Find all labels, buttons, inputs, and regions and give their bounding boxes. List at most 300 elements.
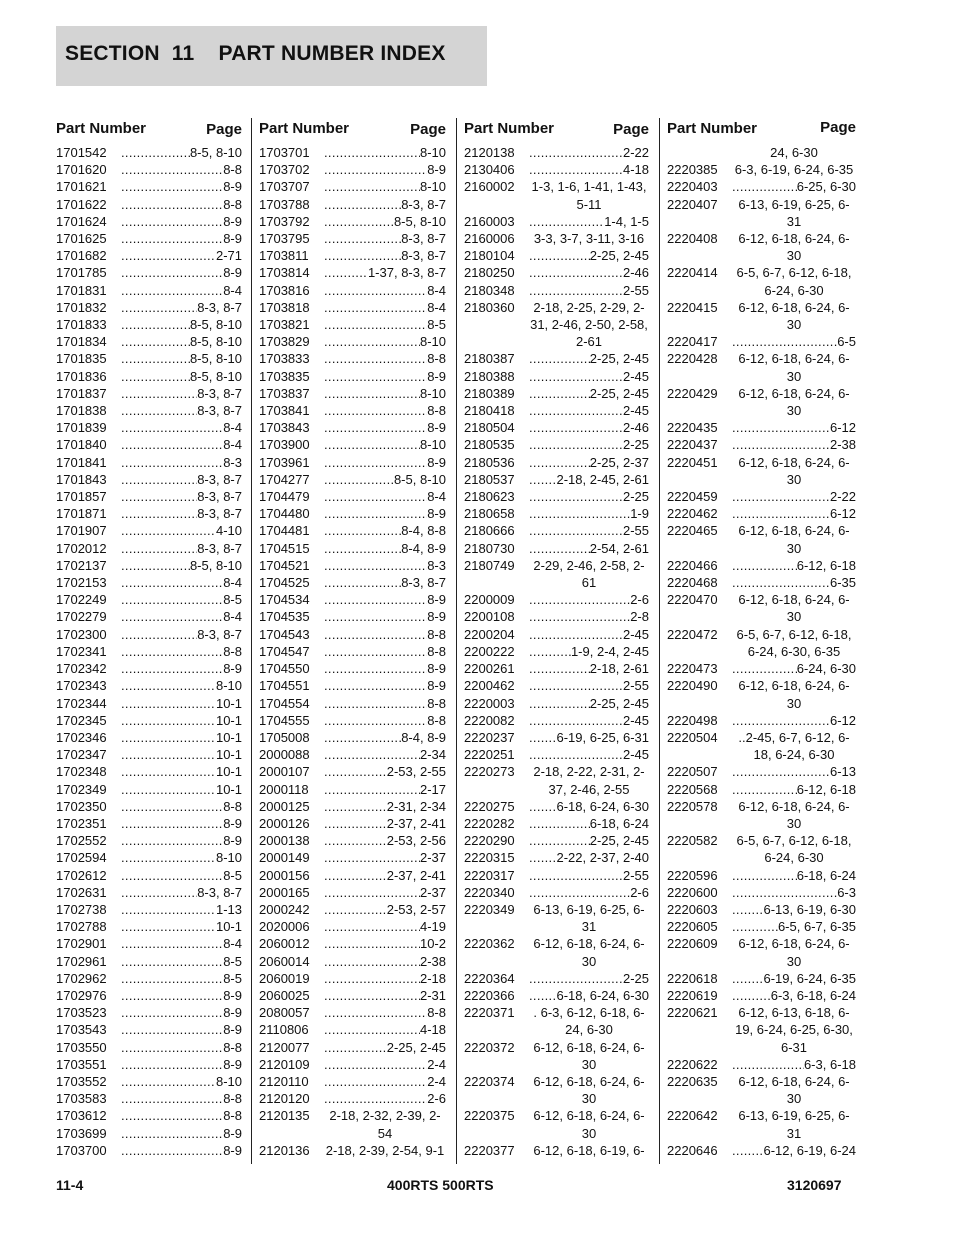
page-reference: 8-9 [427, 420, 446, 436]
index-entry [259, 230, 446, 247]
page-reference: 6-25, 6-30 [796, 179, 856, 195]
index-entry [56, 316, 242, 333]
index-entry [259, 247, 446, 264]
index-rows [259, 144, 446, 1159]
index-entry [464, 626, 649, 643]
part-number: 1703702 [259, 162, 310, 178]
index-column-3 [464, 118, 649, 1159]
part-number: 1701838 [56, 403, 107, 419]
page-reference: 2-18, 2-22, 2-31, 2-37, 2-46, 2-55 [533, 764, 645, 797]
part-number: 1701837 [56, 385, 107, 401]
index-entry [464, 695, 649, 712]
index-entry [667, 712, 856, 729]
part-number: 1701835 [56, 351, 107, 367]
part-number: 1701871 [56, 506, 107, 522]
dot-leader [121, 935, 223, 952]
page-reference: 8-9 [427, 661, 446, 677]
dot-leader [121, 763, 216, 780]
page-reference-group [529, 144, 649, 161]
page-reference-group [121, 1090, 242, 1107]
page-reference: 6-12, 6-18, 6-24, 6-30 [738, 592, 850, 625]
part-number: 1704550 [259, 661, 310, 677]
dot-leader [529, 161, 623, 178]
page-reference-group [121, 196, 242, 213]
dot-leader [529, 970, 623, 987]
index-rows [464, 144, 649, 1159]
index-entry [667, 918, 856, 935]
index-entry [667, 1142, 856, 1159]
part-number: 1703612 [56, 1108, 107, 1124]
page-reference-group [732, 1056, 856, 1073]
part-number: 1702738 [56, 901, 107, 917]
page-reference: 8-9 [223, 1056, 242, 1072]
index-entry [464, 935, 649, 969]
dot-leader [732, 987, 771, 1004]
dot-leader [324, 1073, 427, 1090]
dot-leader [121, 178, 223, 195]
page-reference: 8-10 [215, 1073, 242, 1089]
dot-leader [324, 1004, 427, 1021]
dot-leader [324, 282, 427, 299]
part-number: 2200261 [464, 661, 515, 677]
page-reference: 8-9 [223, 1005, 242, 1021]
part-number: 2000125 [259, 798, 310, 814]
page-reference: 2-38 [829, 437, 856, 453]
index-entry [464, 385, 649, 402]
part-number: 2220451 [667, 454, 718, 470]
index-entry [464, 505, 649, 522]
page-reference: 6-19, 6-24, 6-35 [763, 970, 856, 986]
dot-leader [324, 161, 427, 178]
part-number: 2220609 [667, 936, 718, 952]
part-number: 2220385 [667, 162, 718, 178]
part-number: 1703829 [259, 334, 310, 350]
dot-leader [324, 488, 427, 505]
dot-leader [121, 695, 216, 712]
page-reference: 8-5, 8-10 [189, 317, 242, 333]
page-reference-group [529, 247, 649, 264]
part-number: 1701621 [56, 179, 107, 195]
page-reference-group [121, 1056, 242, 1073]
page-reference-group [121, 282, 242, 299]
dot-leader [324, 1021, 420, 1038]
page-reference: 6-12, 6-18, 6-24, 6-30 [738, 385, 850, 419]
page-reference: 8-4 [223, 282, 242, 298]
index-entry [667, 522, 856, 556]
part-number: 2220375 [464, 1108, 515, 1124]
page-reference: 2-25 [622, 437, 649, 453]
page-reference-group [732, 333, 856, 350]
part-number: 1704543 [259, 626, 310, 642]
page-reference-group [121, 574, 242, 591]
part-number: 1702346 [56, 729, 107, 745]
dot-leader [121, 918, 216, 935]
page-reference-group [529, 608, 649, 625]
part-number: 1703843 [259, 420, 310, 436]
page-reference: 6-12 [829, 712, 856, 728]
page-reference: 8-8 [223, 162, 242, 178]
dot-leader [121, 316, 190, 333]
page-reference: 6-13, 6-19, 6-25, 6-31 [533, 901, 645, 935]
index-entry [667, 1004, 856, 1056]
page-reference: 2-22, 2-37, 2-40 [556, 850, 649, 866]
page-reference: 8-5 [223, 867, 242, 883]
dot-leader [121, 436, 223, 453]
index-entry [56, 540, 242, 557]
part-number: 2180389 [464, 385, 515, 401]
index-entry [259, 1073, 446, 1090]
page-reference: 1-13 [215, 901, 242, 917]
page-reference: 6-12, 6-18, 6-24, 6-30 [738, 454, 850, 487]
dot-leader [324, 970, 420, 987]
dot-leader [324, 798, 387, 815]
part-number: 1701682 [56, 248, 107, 264]
dot-leader [732, 918, 778, 935]
page-reference-group [121, 264, 242, 281]
part-number: 2180360 [464, 299, 515, 315]
page-reference-group [529, 264, 649, 281]
part-number: 2220340 [464, 884, 515, 900]
page-reference: 6-18, 6-24, 6-30 [556, 798, 649, 814]
page-reference: 8-4 [427, 282, 446, 298]
page-reference-group [529, 368, 649, 385]
index-entry [667, 299, 856, 333]
part-number: 1704479 [259, 489, 310, 505]
part-number: 2020006 [259, 919, 310, 935]
dot-leader [121, 1056, 223, 1073]
index-entry [259, 505, 446, 522]
part-number: 1701857 [56, 489, 107, 505]
dot-leader [324, 1090, 427, 1107]
index-entry [56, 1004, 242, 1021]
page-reference: 8-10 [419, 437, 446, 453]
page-reference-group [529, 849, 649, 866]
index-entry [259, 316, 446, 333]
dot-leader [121, 591, 223, 608]
part-number: 2080057 [259, 1005, 310, 1021]
page-reference: 8-8 [427, 351, 446, 367]
part-number: 2160006 [464, 231, 515, 247]
index-entry [464, 488, 649, 505]
dot-leader [324, 230, 401, 247]
part-number: 1704551 [259, 678, 310, 694]
page-reference: 4-18 [419, 1022, 446, 1038]
dot-leader [121, 1090, 223, 1107]
page-reference: 8-3, 8-7 [401, 231, 446, 247]
page-reference: 8-9 [427, 368, 446, 384]
part-number: 2220600 [667, 884, 718, 900]
page-reference: 6-12, 6-18, 6-24, 6-30 [738, 351, 850, 384]
part-number: 1702347 [56, 747, 107, 763]
dot-leader [324, 901, 387, 918]
page-reference: 2-25 [622, 489, 649, 505]
part-number: 1703707 [259, 179, 310, 195]
dot-leader [529, 643, 571, 660]
dot-leader [121, 781, 216, 798]
page-reference: 8-3, 8-7 [197, 506, 242, 522]
page-reference-group [324, 798, 446, 815]
page-reference: 1-9 [630, 506, 649, 522]
index-entry [464, 454, 649, 471]
index-rows [667, 144, 856, 1159]
page-reference-group [121, 316, 242, 333]
dot-leader [324, 1056, 427, 1073]
dot-leader [121, 350, 190, 367]
dot-leader [324, 935, 420, 952]
dot-leader [121, 196, 223, 213]
index-entry [56, 970, 242, 987]
index-entry [56, 488, 242, 505]
part-number: 1702552 [56, 833, 107, 849]
dot-leader [529, 746, 623, 763]
page-reference: 2-55 [622, 523, 649, 539]
part-number: 2180666 [464, 523, 515, 539]
dot-leader [529, 591, 630, 608]
page-reference-group [121, 591, 242, 608]
part-number: 2220251 [464, 747, 515, 763]
page-reference-group [529, 505, 649, 522]
page-reference-group [121, 1039, 242, 1056]
part-number: 1701833 [56, 317, 107, 333]
page-reference: 2-37 [419, 884, 446, 900]
dot-leader [324, 867, 387, 884]
page-reference: 8-10 [419, 145, 446, 160]
page-reference-group [121, 350, 242, 367]
page-reference-group [732, 1142, 856, 1159]
index-entry [259, 144, 446, 161]
page-reference-group [121, 798, 242, 815]
page-reference-group [529, 213, 649, 230]
page-reference-group [324, 849, 446, 866]
part-number: 2220504 [667, 729, 718, 745]
dot-leader [121, 1073, 216, 1090]
index-entry [56, 660, 242, 677]
page-reference-group [121, 522, 242, 539]
part-number: 2060019 [259, 970, 310, 986]
index-entry [259, 832, 446, 849]
dot-leader [324, 213, 394, 230]
dot-leader [732, 574, 830, 591]
dot-leader [121, 970, 223, 987]
part-number: 2220646 [667, 1142, 718, 1158]
index-entry [259, 402, 446, 419]
index-entry [667, 884, 856, 901]
part-number: 2160002 [464, 179, 515, 195]
part-number: 1704277 [259, 471, 310, 487]
page-reference-group [732, 918, 856, 935]
page-reference: 8-9 [223, 1142, 242, 1158]
dot-leader [121, 471, 197, 488]
page-reference: 2-53, 2-56 [386, 833, 446, 849]
index-entry [56, 1090, 242, 1107]
part-number: 2000149 [259, 850, 310, 866]
index-entry [259, 368, 446, 385]
page-reference: 2-6 [630, 592, 649, 608]
index-entry [464, 419, 649, 436]
page-reference-group [121, 815, 242, 832]
dot-leader [529, 849, 556, 866]
part-number: 2110806 [259, 1022, 309, 1038]
dot-leader [732, 557, 797, 574]
page-reference-group [732, 901, 856, 918]
page-reference: 8-8 [223, 196, 242, 212]
part-number: 1703701 [259, 145, 310, 160]
part-number: 2220408 [667, 231, 718, 247]
page-reference-group [324, 264, 446, 281]
index-entry [56, 368, 242, 385]
page-reference-group [529, 591, 649, 608]
footer-page-number: 11-4 [56, 1177, 84, 1193]
page-reference: 8-8 [427, 695, 446, 711]
page-reference-group [732, 970, 856, 987]
index-entry [56, 677, 242, 694]
page-reference-group [121, 488, 242, 505]
index-entry [259, 608, 446, 625]
page-reference-group [732, 178, 856, 195]
page-reference-group [324, 419, 446, 436]
page-reference-group [121, 1073, 242, 1090]
page-reference-group [324, 695, 446, 712]
dot-leader [121, 299, 197, 316]
dot-leader [121, 1021, 223, 1038]
part-number: 1701785 [56, 265, 107, 281]
part-number: 1704480 [259, 506, 310, 522]
index-entry [464, 522, 649, 539]
page-reference-group [121, 161, 242, 178]
index-entry [56, 832, 242, 849]
part-number: 1703550 [56, 1039, 107, 1055]
column-header [259, 118, 446, 144]
page-reference-group [529, 350, 649, 367]
page-reference: 8-5, 8-10 [393, 471, 446, 487]
part-number: 2120110 [259, 1073, 309, 1089]
page-reference-group [121, 781, 242, 798]
page-reference-group [529, 798, 649, 815]
index-entry [667, 488, 856, 505]
index-entry [56, 282, 242, 299]
index-entry [259, 935, 446, 952]
index-entry [56, 695, 242, 712]
index-entry [464, 660, 649, 677]
page-reference-group [529, 970, 649, 987]
page-reference-group [324, 953, 446, 970]
page-reference: 2-55 [622, 282, 649, 298]
page-reference: 8-8 [427, 403, 446, 419]
part-number: 1703833 [259, 351, 310, 367]
dot-leader [324, 626, 427, 643]
index-entry [464, 746, 649, 763]
dot-leader [529, 505, 630, 522]
page-reference-group [324, 608, 446, 625]
index-entry [259, 712, 446, 729]
index-entry [56, 781, 242, 798]
part-number: 2180250 [464, 265, 515, 281]
dot-leader [121, 798, 223, 815]
index-entry [56, 746, 242, 763]
dot-leader [324, 316, 427, 333]
part-number: 2180535 [464, 437, 515, 453]
part-number: 2220468 [667, 575, 718, 591]
page-heading: Page [410, 121, 446, 138]
part-number: 1702344 [56, 695, 107, 711]
page-reference: 1-4, 1-5 [604, 213, 649, 229]
page-reference-group [121, 884, 242, 901]
dot-leader [732, 901, 763, 918]
page-reference: 10-1 [215, 747, 242, 763]
page-reference: 8-8 [223, 643, 242, 659]
page-reference: 8-4 [223, 609, 242, 625]
page-reference-group [121, 1142, 242, 1159]
page-reference: 8-5 [223, 970, 242, 986]
page-reference: 6-12, 6-18, 6-24, 6-30 [738, 1073, 850, 1107]
page-reference-group [324, 316, 446, 333]
page-reference: 2-31 [419, 987, 446, 1003]
page-reference: 8-3 [427, 557, 446, 573]
dot-leader [529, 385, 590, 402]
dot-leader [121, 626, 197, 643]
part-number: 2000088 [259, 747, 310, 763]
dot-leader [529, 522, 623, 539]
page-reference-group [324, 178, 446, 195]
page-reference: 2-25, 2-45 [589, 385, 649, 401]
dot-leader [324, 746, 420, 763]
dot-leader [529, 677, 623, 694]
page-reference: 8-9 [223, 231, 242, 247]
part-number: 2180749 [464, 557, 515, 573]
index-entry [464, 213, 649, 230]
dot-leader [529, 471, 556, 488]
part-number: 2220582 [667, 833, 718, 849]
page-reference: 8-10 [215, 678, 242, 694]
page-reference-group [324, 574, 446, 591]
dot-leader [324, 299, 427, 316]
part-number: 2180104 [464, 248, 515, 264]
part-number: 1701840 [56, 437, 107, 453]
index-entry [667, 557, 856, 574]
part-number: 1702631 [56, 884, 107, 900]
page-reference: 2-37, 2-41 [386, 867, 446, 883]
dot-leader [324, 264, 368, 281]
index-entry [667, 660, 856, 677]
page-reference: 8-9 [427, 454, 446, 470]
page-reference: 8-9 [223, 661, 242, 677]
index-entry [464, 230, 649, 247]
part-number: 1701843 [56, 471, 107, 487]
dot-leader [324, 1039, 387, 1056]
page-reference-group [529, 884, 649, 901]
page-reference-group [324, 901, 446, 918]
index-entry [464, 144, 649, 161]
part-number: 2220470 [667, 592, 718, 608]
index-entry [259, 178, 446, 195]
page-reference: 2-4 [427, 1073, 446, 1089]
page-reference: 6-13, 6-19, 6-25, 6-31 [738, 1108, 850, 1141]
page-reference-group [324, 832, 446, 849]
dot-leader [121, 454, 223, 471]
dot-leader [529, 540, 590, 557]
part-number: 2220472 [667, 626, 718, 642]
dot-leader [121, 505, 197, 522]
column-header [667, 118, 856, 144]
part-number: 2060025 [259, 987, 310, 1003]
dot-leader [324, 471, 394, 488]
dot-leader [324, 144, 420, 161]
page-reference: 6-12 [829, 420, 856, 436]
dot-leader [529, 282, 623, 299]
index-entry [464, 368, 649, 385]
dot-leader [121, 1107, 223, 1124]
page-reference: 6-13, 6-19, 6-25, 6-31 [738, 196, 850, 229]
